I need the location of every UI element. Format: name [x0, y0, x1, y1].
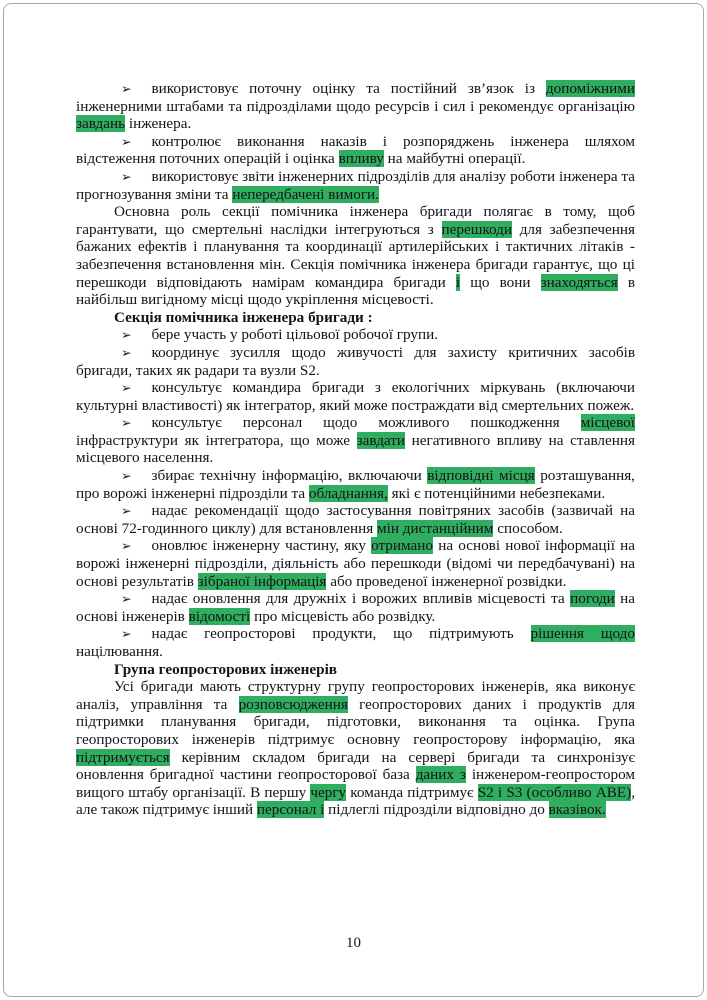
bullet-paragraph [76, 414, 635, 467]
bullet-paragraph [76, 625, 635, 660]
highlighted-text: знаходяться [540, 273, 618, 291]
bullet-paragraph [76, 133, 635, 168]
highlighted-text: отримано [371, 537, 434, 555]
highlighted-text: непередбачені вимоги. [232, 185, 379, 203]
highlighted-text: рішення щодо [530, 625, 635, 643]
text-run: на основі нової інформації на ворожі інженерні підрозділи, діяльність або перешкоди (відомі чи передбачувані) на основі результатів [76, 537, 635, 590]
bullet-paragraph [76, 467, 635, 502]
text-run: про місцевість або розвідку. [250, 607, 436, 625]
text-run: в найбільш вигідному місці щодо укріплення місцевості. [76, 273, 635, 309]
document-page [3, 3, 704, 997]
text-run: керівним складом бригади на сервері бригади та синхронізує оновлення бригадної частини геопросторової база [76, 748, 635, 784]
highlighted-text: завдати [356, 431, 406, 449]
body-paragraph [76, 678, 635, 819]
bullet-arrow-icon: ➢ [121, 81, 132, 96]
bullet-arrow-icon: ➢ [121, 468, 132, 484]
highlighted-text: розповсюдження [238, 695, 348, 713]
text-run: консультує командира бригади з екологічних міркувань (включаючи культурні властивості) як інтегратор, який може постраждати від смертельних пожеж. [76, 379, 635, 414]
bullet-paragraph [76, 590, 635, 625]
highlighted-text: підтримується [76, 748, 170, 766]
bullet-paragraph [76, 379, 635, 414]
bullet-arrow-icon: ➢ [121, 503, 132, 519]
highlighted-text: S2 і S3 (особливо АВЕ) [477, 783, 632, 801]
text-run: оновлює інженерну частину, яку [151, 537, 372, 555]
text-run: що вони [460, 273, 541, 291]
page-body-text [76, 80, 635, 819]
bullet-arrow-icon: ➢ [121, 626, 132, 642]
highlighted-text: відповідні місця [427, 467, 535, 485]
bullet-paragraph [76, 502, 635, 537]
bullet-arrow-icon: ➢ [121, 415, 132, 431]
text-run: збирає технічну інформацію, включаючи [151, 467, 428, 485]
text-run: підлеглі підрозділи відповідно до [324, 801, 549, 819]
bullet-paragraph [76, 344, 635, 379]
text-run: , але також підтримує інший [76, 783, 635, 819]
bullet-paragraph [76, 326, 635, 344]
bullet-arrow-icon: ➢ [121, 591, 132, 607]
highlighted-text: чергу [310, 783, 347, 801]
text-run: Основна роль секції помічника інженера бригади полягає в тому, щоб гарантувати, що смертельні наслідки інтегруються з [76, 203, 635, 238]
highlighted-text: перешкоди [441, 220, 513, 238]
text-run: надає рекомендації щодо застосування повітряних засобів (зазвичай на основі 72-годинного циклу) для встановлення [76, 502, 635, 537]
bullet-arrow-icon: ➢ [121, 168, 132, 184]
bullet-arrow-icon: ➢ [121, 133, 132, 149]
highlighted-text: допоміжними [545, 80, 635, 97]
text-run: інженером-геопростором вищого штабу організації. В першу [76, 766, 635, 801]
highlighted-text: впливу [338, 150, 384, 168]
highlighted-text: персонал і [256, 801, 325, 819]
text-run: координує зусилля щодо живучості для захисту критичних засобів бригади, таких як радари та вузли S2. [76, 343, 635, 379]
text-run: націлювання. [76, 643, 163, 660]
bullet-arrow-icon: ➢ [121, 327, 132, 343]
text-run: геопросторових даних і продуктів для підтримки планування бригади, підготовки, виконання та оцінка. Група геопросторових інженерів підтримує основну геопросторову інформацію, яка [76, 695, 635, 748]
section-heading [76, 309, 635, 327]
text-run: розташування, про ворожі інженерні підрозділи та [76, 467, 635, 502]
highlighted-text: обладнання, [308, 484, 388, 502]
text-run: які є потенційними небезпеками. [387, 484, 606, 502]
body-paragraph [76, 203, 635, 309]
text-run: або проведеної інженерної розвідки. [326, 572, 567, 590]
text-run: Усі бригади мають структурну групу геопросторових інженерів, яка виконує аналіз, управління та [76, 678, 635, 713]
text-run: інженера. [125, 115, 192, 133]
bullet-arrow-icon: ➢ [121, 538, 132, 554]
highlighted-text: і [455, 273, 461, 291]
highlighted-text: мін дистанційним [377, 519, 494, 537]
text-run: використовує звіти інженерних підрозділів для аналізу роботи інженера та прогнозування зміни та [76, 167, 635, 203]
text-run: способом. [493, 519, 563, 537]
text-run: контролює виконання наказів і розпоряджень інженера шляхом відстеження поточних операцій і оцінка [76, 132, 635, 168]
text-run: негативного впливу на ставлення місцевого населення. [76, 431, 635, 467]
bullet-arrow-icon: ➢ [121, 380, 132, 396]
section-heading [76, 661, 635, 679]
text-run: для забезпечення бажаних ефектів і планування та координації артилерійських і тактичних літаків - забезпечення встановлення мін. Секція помічника інженера бригади гарантує, що ці перешкоди відповідають намірам командира бригади [76, 220, 635, 291]
text-run: бере участь у роботі цільової робочої групи. [151, 326, 439, 344]
bullet-paragraph [76, 537, 635, 590]
text-run: використовує поточну оцінку та постійний зв’язок із [151, 80, 546, 97]
highlighted-text: даних з [415, 766, 466, 784]
page-number: 10 [346, 935, 361, 951]
text-run: інфраструктури як інтегратора, що може [76, 431, 357, 449]
highlighted-text: відомості [188, 607, 251, 625]
highlighted-text: погоди [570, 590, 615, 608]
bullet-paragraph [76, 168, 635, 203]
text-run: команда підтримує [346, 783, 478, 801]
text-run: Група геопросторових інженерів [114, 660, 337, 678]
text-run: консультує персонал щодо можливого пошкодження [151, 414, 581, 432]
bullet-arrow-icon: ➢ [121, 344, 132, 360]
highlighted-text: вказівок. [548, 801, 606, 819]
highlighted-text: місцевої [580, 414, 635, 432]
text-run: надає оновлення для дружніх і ворожих впливів місцевості та [151, 590, 571, 608]
text-run: надає геопросторові продукти, що підтримують [151, 625, 531, 643]
highlighted-text: зібраної інформація [197, 572, 327, 590]
text-run: на майбутні операції. [383, 150, 526, 168]
text-run: на основі інженерів [76, 590, 635, 625]
text-run: Секція помічника інженера бригади : [114, 308, 373, 326]
bullet-paragraph [76, 80, 635, 133]
highlighted-text: завдань [76, 115, 126, 133]
text-run: інженерними штабами та підрозділами щодо ресурсів і сил і рекомендує організацію [76, 97, 635, 115]
